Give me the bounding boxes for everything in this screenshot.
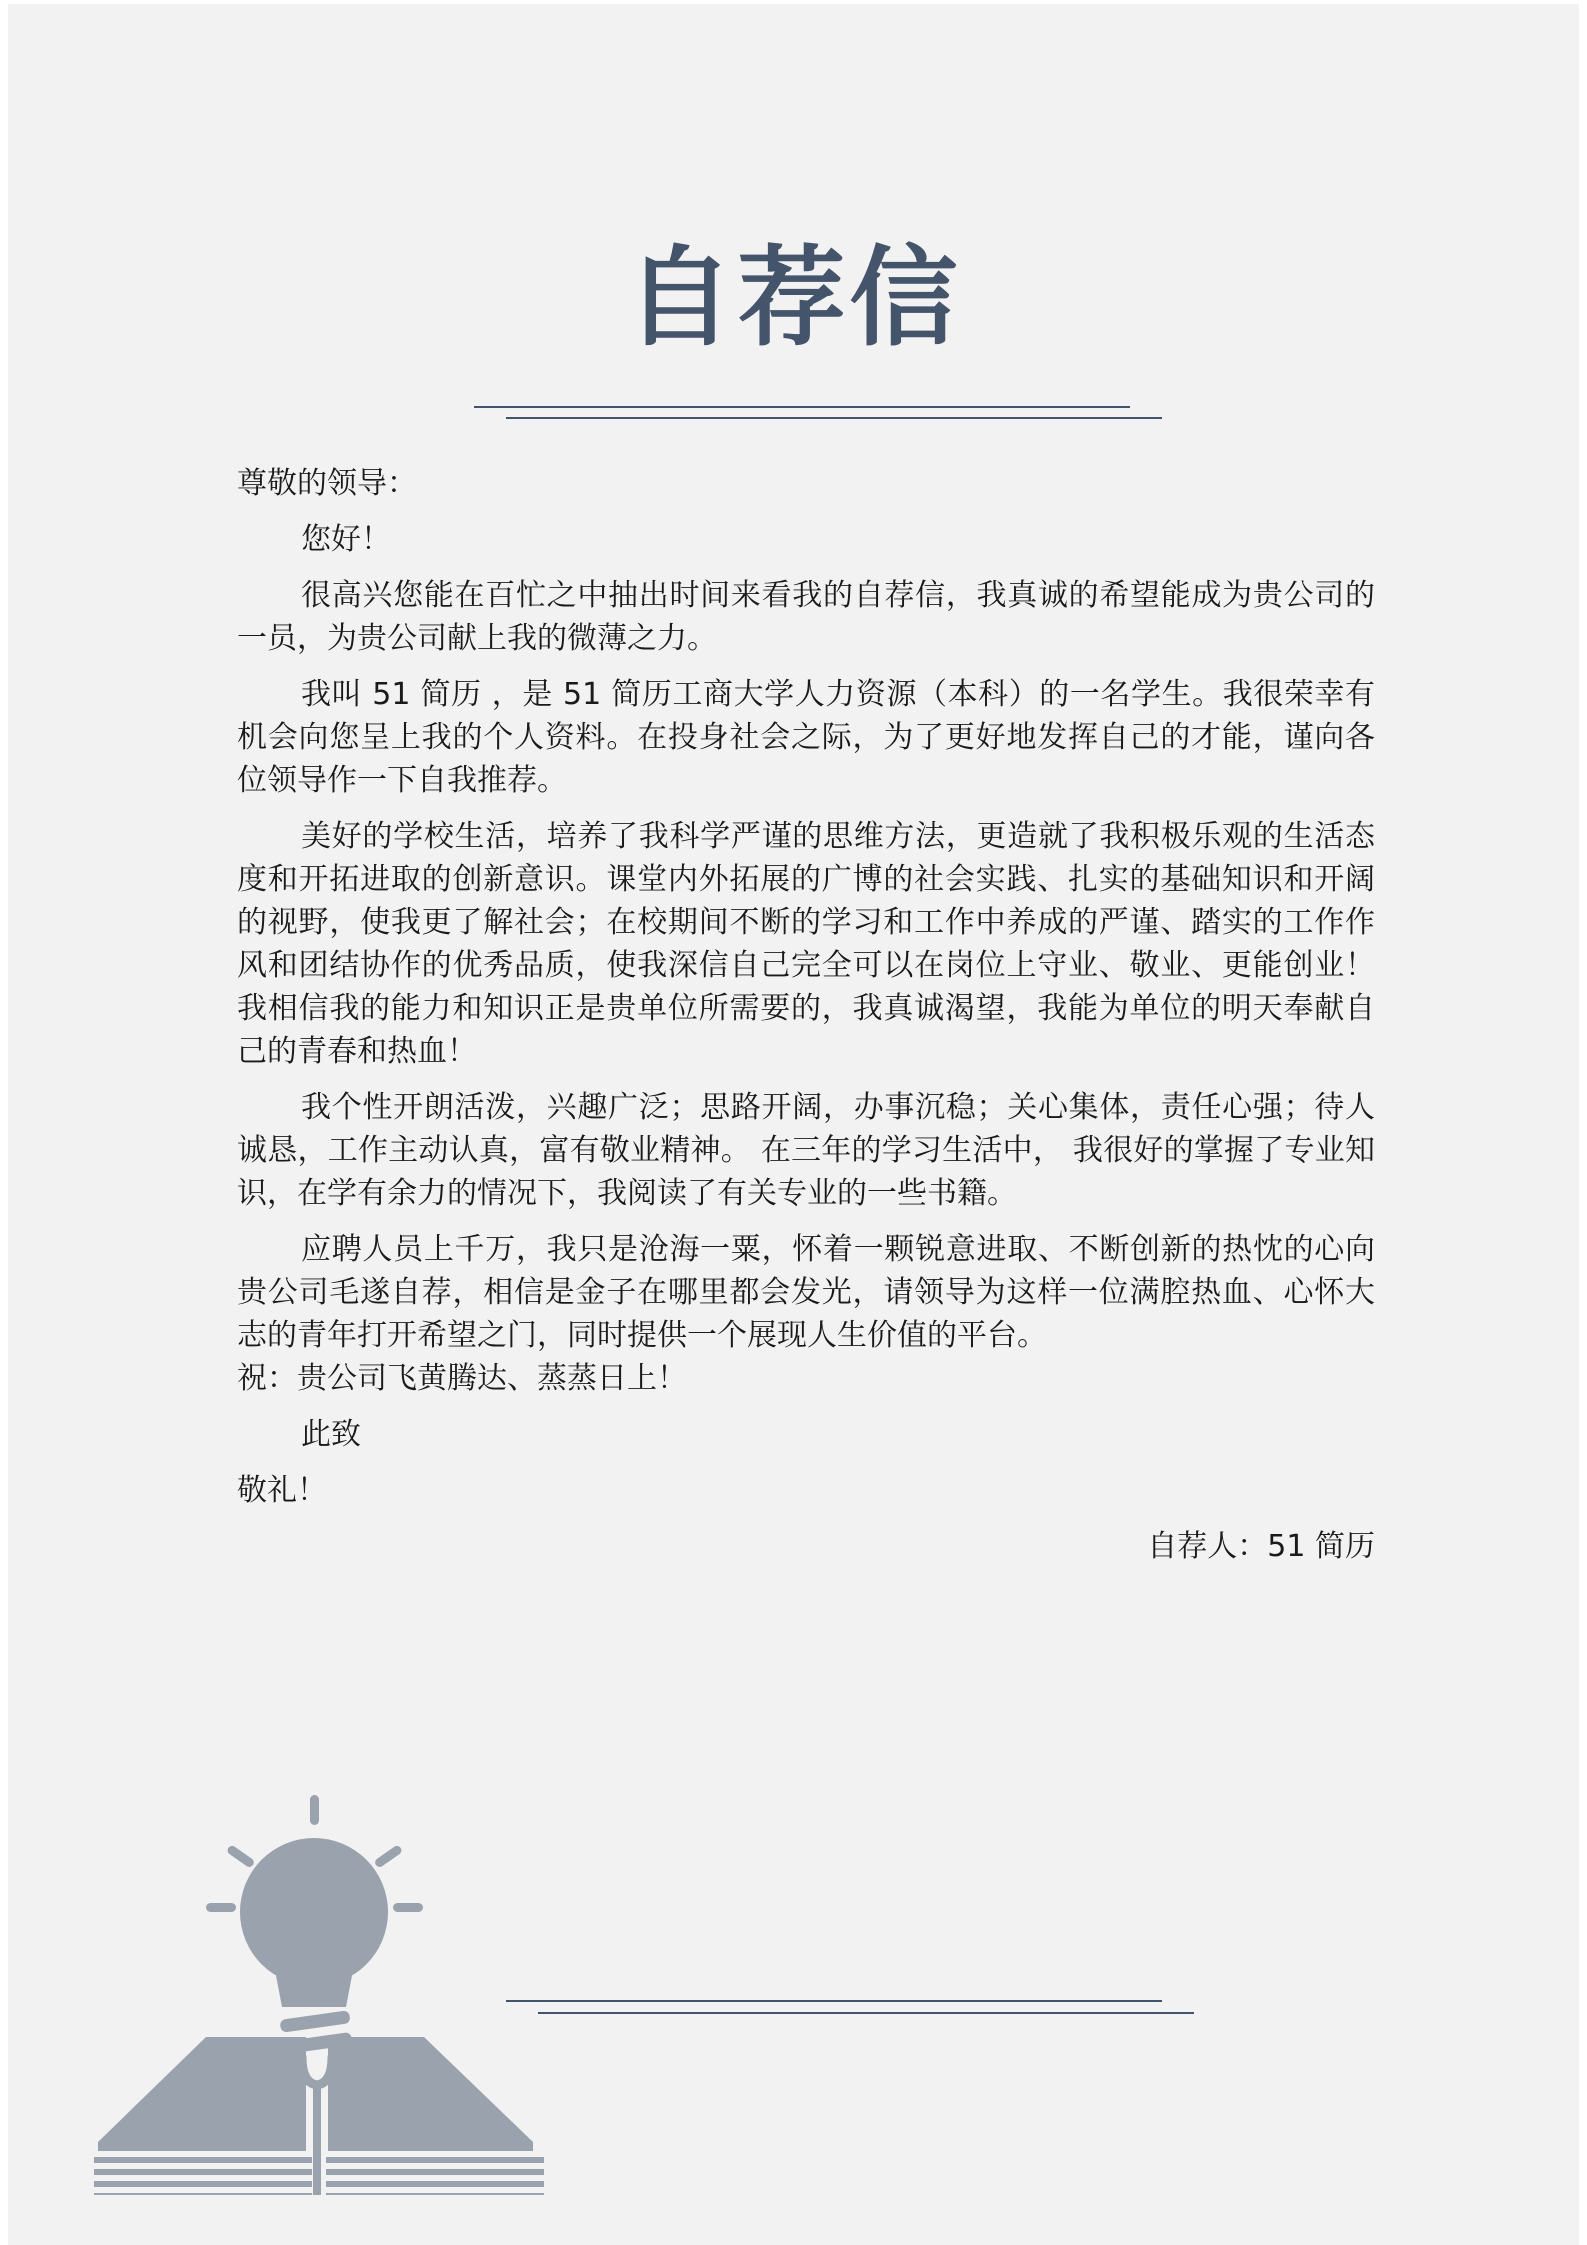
light-ray-icon (206, 1903, 236, 1912)
light-ray-icon (373, 1844, 403, 1869)
closing-regards: 敬礼！ (237, 1473, 327, 1508)
wish-line: 祝：贵公司飞黄腾达、蒸蒸日上！ (237, 1361, 687, 1396)
letter-body (237, 462, 1375, 1581)
footer-divider-lower (538, 2012, 1194, 2014)
light-ray-icon (310, 1795, 319, 1825)
closing-line: 此致 (301, 1417, 361, 1452)
salutation: 尊敬的领导： (237, 466, 417, 501)
lightbulb-book-icon (88, 1795, 550, 2195)
bulb-icon (240, 1838, 388, 1986)
signature: 自荐人：51 简历 (1147, 1529, 1375, 1564)
body-paragraph: 很高兴您能在百忙之中抽出时间来看我的自荐信，我真诚的希望能成为贵公司的一员，为贵公司献上我的微薄之力。 (237, 578, 1375, 656)
light-ray-icon (226, 1844, 256, 1869)
body-paragraph: 应聘人员上千万，我只是沧海一粟，怀着一颗锐意进取、不断创新的热忱的心向贵公司毛遂自荐，相信是金子在哪里都会发光，请领导为这样一位满腔热血、心怀大志的青年打开希望之门，同时提供一个展现人生价值的平台。 (237, 1232, 1375, 1353)
light-ray-icon (393, 1903, 423, 1912)
book-right-page-icon (328, 2037, 533, 2151)
book-left-page-icon (98, 2037, 306, 2151)
title-divider-upper (474, 406, 1130, 408)
page-title: 自荐信 (625, 236, 962, 361)
body-paragraph: 我叫 51 简历 ，是 51 简历工商大学人力资源（本科）的一名学生。我很荣幸有机会向您呈上我的个人资料。在投身社会之际，为了更好地发挥自己的才能，谨向各位领导作一下自我推荐。 (237, 677, 1375, 798)
body-paragraph: 美好的学校生活，培养了我科学严谨的思维方法，更造就了我积极乐观的生活态度和开拓进取的创新意识。课堂内外拓展的广博的社会实践、扎实的基础知识和开阔的视野，使我更了解社会；在校期间不断的学习和工作中养成的严谨、踏实的工作作风和团结协作的优秀品质，使我深信自己完全可以在岗位上守业、敬业、更能创业！我相信我的能力和知识正是贵单位所需要的，我真诚渴望，我能为单位的明天奉献自己的青春和热血！ (237, 819, 1375, 1069)
greeting: 您好！ (301, 522, 391, 557)
body-paragraph: 我个性开朗活泼，兴趣广泛；思路开阔，办事沉稳；关心集体，责任心强；待人诚恳，工作主动认真，富有敬业精神。 在三年的学习生活中， 我很好的掌握了专业知识，在学有余力的情况下，我阅读了有关专业的一些书籍。 (237, 1090, 1375, 1211)
footer-divider-upper (506, 2000, 1162, 2002)
title-divider-lower (506, 417, 1162, 419)
